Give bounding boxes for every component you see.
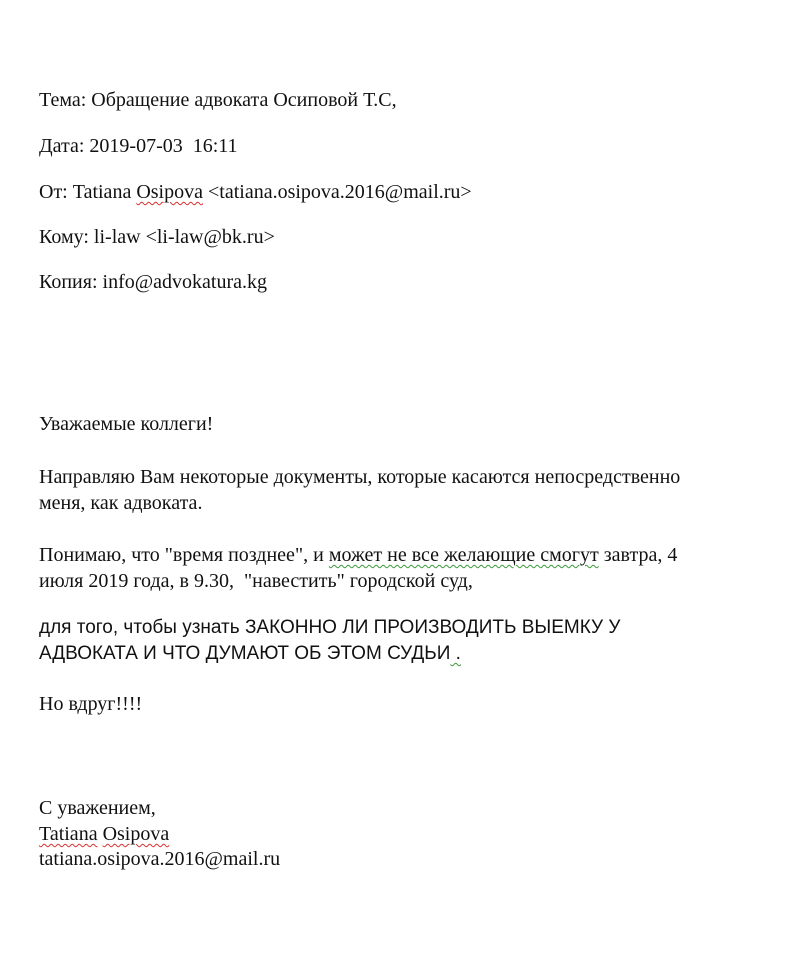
greeting: Уважаемые коллеги! [39,413,214,435]
date-value: 2019-07-03 16:11 [89,135,238,157]
to-label: Кому: [39,226,89,248]
date-line [39,134,238,158]
paragraph-1-line-2: меня, как адвоката. [39,492,203,514]
signature-email: tatiana.osipova.2016@mail.ru [39,848,281,870]
cc-line [39,270,267,294]
paragraph-2-text-c: завтра, 4 [598,544,678,566]
paragraph-3-line-1: для того, чтобы узнать ЗАКОННО ЛИ ПРОИЗВОДИТЬ ВЫЕМКУ У [39,617,621,638]
date-label: Дата: [39,135,85,157]
from-line [39,180,472,204]
paragraph-2-line-1 [39,543,677,567]
paragraph-2-text-b: может не все желающие смогут [328,544,599,566]
from-label: От: [39,181,68,203]
paragraph-3-text-a: АДВОКАТА И ЧТО ДУМАЮТ ОБ ЭТОМ СУДЬИ [39,643,451,664]
from-email: <tatiana.osipova.2016@mail.ru> [208,181,472,203]
signature-closing: С уважением, [39,797,156,819]
paragraph-2-text-a: Понимаю, что "время позднее", и [39,544,329,566]
subject-label: Тема: [39,89,87,111]
paragraph-3-text-b: . [450,643,461,664]
to-line [39,225,275,249]
signature-name [39,822,169,846]
to-value: li-law <li-law@bk.ru> [93,226,275,248]
cc-value: info@advokatura.kg [102,271,267,293]
cc-label: Копия: [39,271,98,293]
from-name-first: Tatiana [72,181,132,203]
subject-value: Обращение адвоката Осиповой Т.С, [91,89,397,111]
signature-name-last: Osipova [102,823,170,845]
subject-line [39,88,397,112]
paragraph-1-line-1: Направляю Вам некоторые документы, которые касаются непосредственно [39,466,681,488]
exclamation-line: Но вдруг!!!! [39,693,143,715]
paragraph-3-line-2 [39,642,461,666]
signature-name-first: Tatiana [39,823,98,845]
from-name-last: Osipova [136,181,203,203]
paragraph-2-line-2: июля 2019 года, в 9.30, "навестить" городской суд, [39,570,473,592]
